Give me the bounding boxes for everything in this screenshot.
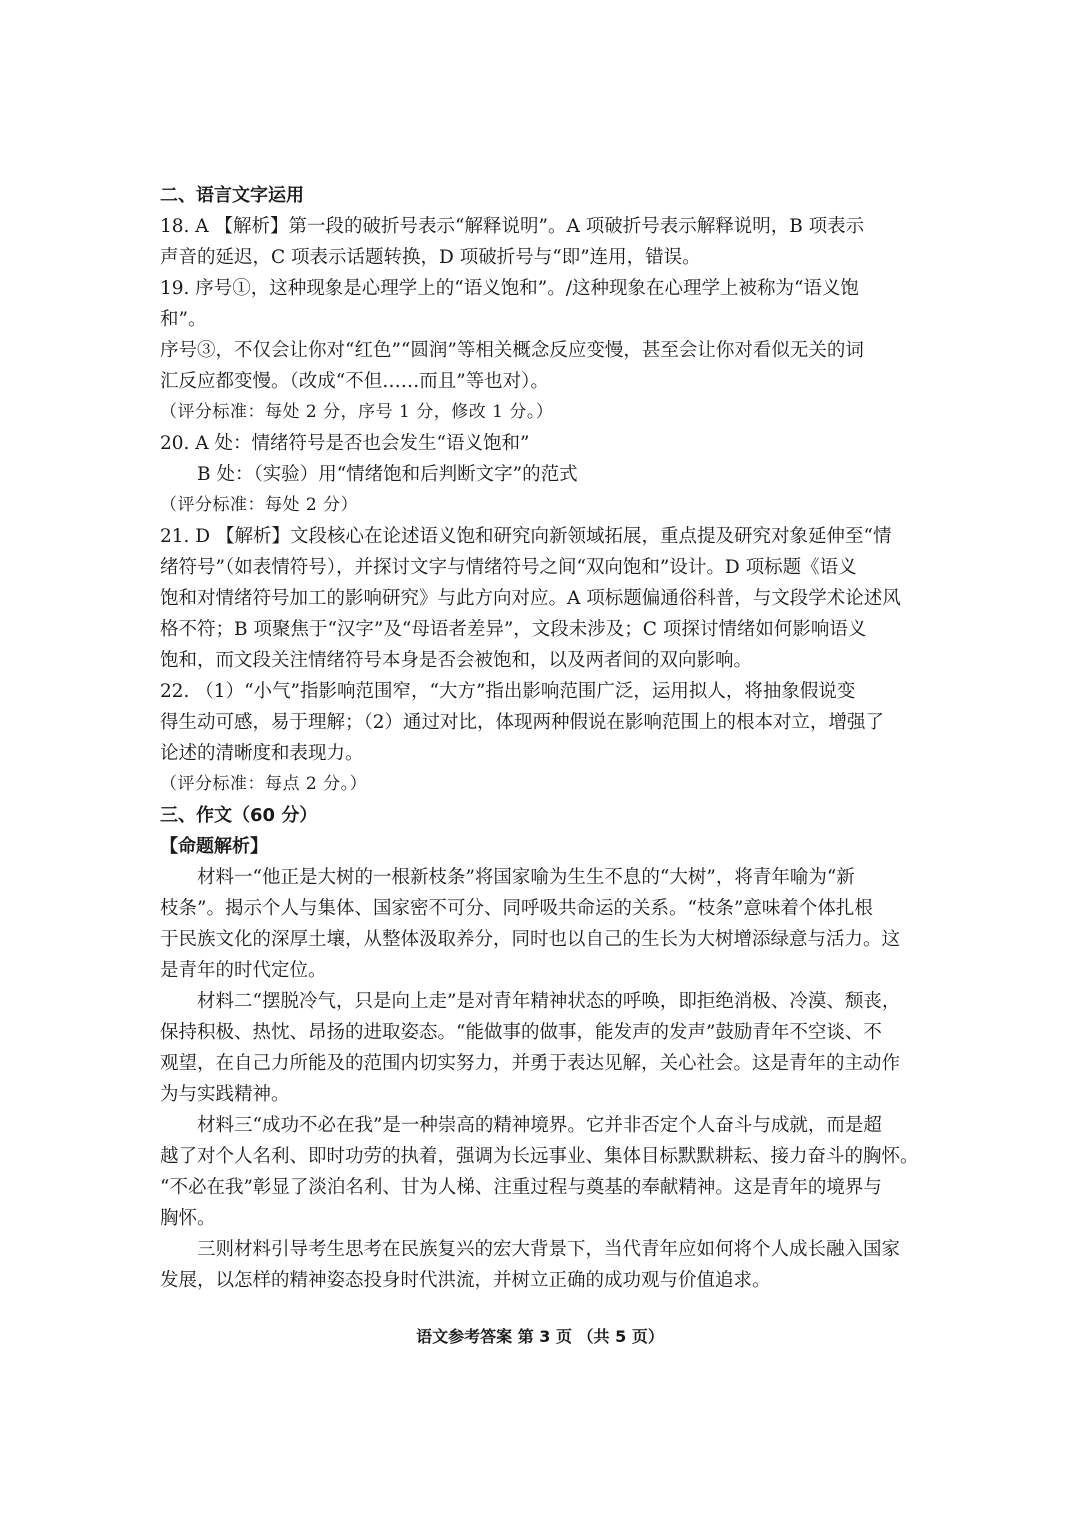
- answer-content: [160, 180, 922, 1296]
- text-line: 20. A 处：情绪符号是否也会发生“语义饱和”: [160, 433, 530, 454]
- text-line: 观望，在自己力所能及的范围内切实努力，并勇于表达见解，关心社会。这是青年的主动作: [160, 1053, 901, 1074]
- text-line: 18. A 【解析】第一段的破折号表示“解释说明”。A 项破折号表示解释说明，B 项表示: [160, 216, 865, 237]
- text-line: “不必在我”彰显了淡泊名利、甘为人梯、注重过程与奠基的奉献精神。这是青年的境界与: [160, 1177, 882, 1198]
- section3-heading: 三、作文（60 分）: [160, 805, 318, 826]
- text-line: 越了对个人名利、即时功劳的执着，强调为长远事业、集体目标默默耕耘、接力奋斗的胸怀。: [160, 1146, 919, 1167]
- material-1-paragraph: [160, 862, 922, 986]
- material-2-paragraph: [160, 986, 922, 1110]
- answer-q20: [160, 428, 922, 521]
- text-line: 汇反应都变慢。（改成“不但……而且”等也对）。: [160, 371, 549, 392]
- text-line: 论述的清晰度和表现力。: [160, 743, 364, 764]
- text-line: 得生动可感，易于理解；（2）通过对比，体现两种假说在影响范围上的根本对立，增强了: [160, 712, 885, 733]
- text-line: 序号③，不仅会让你对“红色”“圆润”等相关概念反应变慢，甚至会让你对看似无关的词: [160, 340, 864, 361]
- text-line: 于民族文化的深厚土壤，从整体汲取养分，同时也以自己的生长为大树增添绿意与活力。这: [160, 929, 901, 950]
- answer-q21: [160, 521, 922, 676]
- summary-paragraph: [160, 1234, 922, 1296]
- text-line: 饱和，而文段关注情绪符号本身是否会被饱和，以及两者间的双向影响。: [160, 650, 753, 671]
- text-line: 材料一“他正是大树的一根新枝条”将国家喻为生生不息的“大树”，将青年喻为“新: [197, 867, 855, 888]
- answer-q18: [160, 211, 922, 273]
- text-line: 为与实践精神。: [160, 1084, 290, 1105]
- analysis-heading: 【命题解析】: [160, 836, 268, 857]
- text-line: B 处：（实验）用“情绪饱和后判断文字”的范式: [197, 464, 578, 485]
- scoring-criteria: （评分标准：每处 2 分）: [160, 495, 359, 515]
- text-line: 三则材料引导考生思考在民族复兴的宏大背景下，当代青年应如何将个人成长融入国家: [197, 1239, 901, 1260]
- answer-q19: [160, 273, 922, 428]
- text-line: 绪符号”（如表情符号），并探讨文字与情绪符号之间“双向饱和”设计。D 项标题《语义: [160, 557, 857, 578]
- text-line: 声音的延迟，C 项表示话题转换，D 项破折号与“即”连用，错误。: [160, 247, 701, 268]
- text-line: 21. D 【解析】文段核心在论述语义饱和研究向新领域拓展，重点提及研究对象延伸至“情: [160, 526, 892, 547]
- section2-heading: 二、语言文字运用: [160, 185, 304, 206]
- text-line: 发展，以怎样的精神姿态投身时代洪流，并树立正确的成功观与价值追求。: [160, 1270, 771, 1291]
- text-line: 饱和对情绪符号加工的影响研究》与此方向对应。A 项标题偏通俗科普，与文段学术论述风: [160, 588, 901, 609]
- text-line: 和”。: [160, 309, 207, 330]
- text-line: 22. （1）“小气”指影响范围窄，“大方”指出影响范围广泛，运用拟人，将抽象假说变: [160, 681, 856, 702]
- material-3-paragraph: [160, 1110, 922, 1234]
- text-line: 是青年的时代定位。: [160, 960, 327, 981]
- text-line: 保持积极、热忱、昂扬的进取姿态。“能做事的做事，能发声的发声”鼓励青年不空谈、不: [160, 1022, 882, 1043]
- answer-q22: [160, 676, 922, 800]
- text-line: 格不符；B 项聚焦于“汉字”及“母语者差异”，文段未涉及；C 项探讨情绪如何影响语义: [160, 619, 867, 640]
- scoring-criteria: （评分标准：每点 2 分。）: [160, 774, 368, 794]
- page-footer: 语文参考答案 第 3 页 （共 5 页）: [416, 1327, 664, 1346]
- text-line: 材料三“成功不必在我”是一种崇高的精神境界。它并非否定个人奋斗与成就，而是超: [197, 1115, 882, 1136]
- scoring-criteria: （评分标准：每处 2 分，序号 1 分，修改 1 分。）: [160, 402, 554, 422]
- text-line: 19. 序号①，这种现象是心理学上的“语义饱和”。/这种现象在心理学上被称为“语义饱: [160, 278, 859, 299]
- text-line: 胸怀。: [160, 1208, 216, 1229]
- text-line: 材料二“摆脱冷气，只是向上走”是对青年精神状态的呼唤，即拒绝消极、冷漠、颓丧，: [197, 991, 901, 1012]
- text-line: 枝条”。揭示个人与集体、国家密不可分、同呼吸共命运的关系。“枝条”意味着个体扎根: [160, 898, 873, 919]
